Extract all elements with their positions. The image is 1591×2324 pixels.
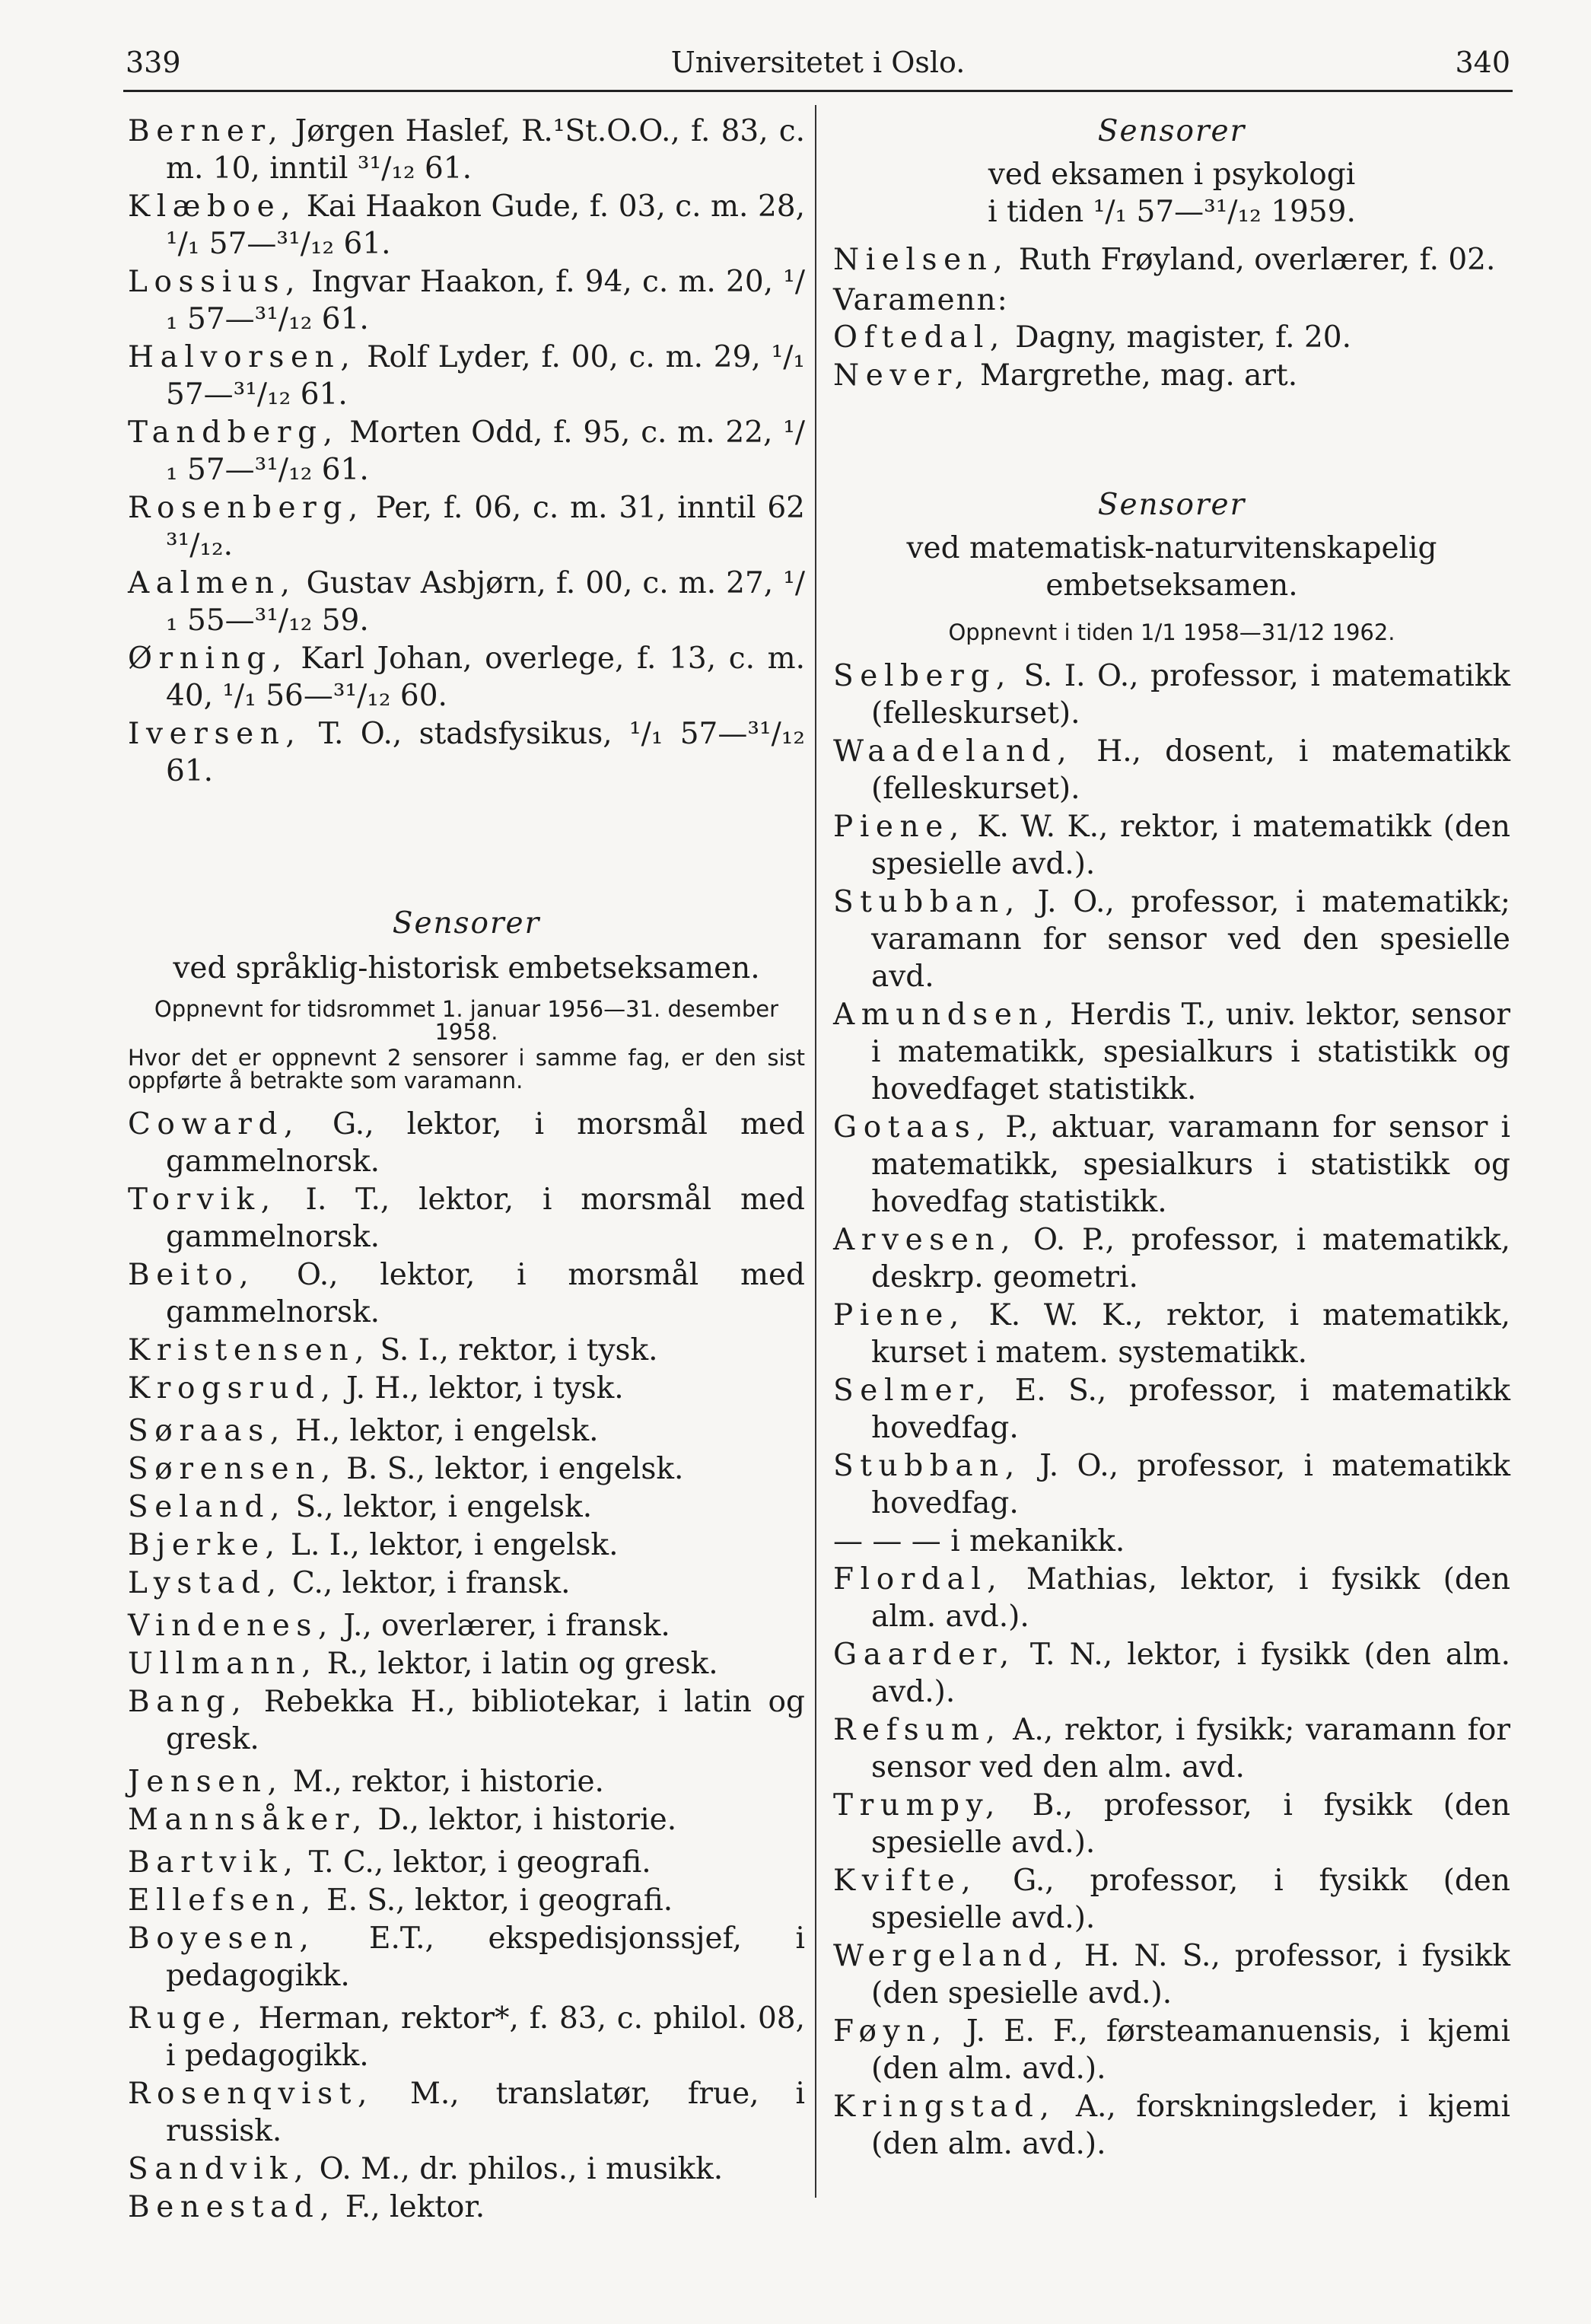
entry-surname: Waadeland, xyxy=(833,734,1074,769)
entry-details: J. E. F., førsteamanuensis, i kjemi (den alm. avd.). xyxy=(871,2014,1510,2086)
register-entry xyxy=(128,2189,805,2226)
register-entry xyxy=(833,1561,1510,1635)
entry-surname: Jensen, xyxy=(128,1765,284,1799)
entry-surname: Kringstad, xyxy=(833,2090,1056,2124)
register-entry xyxy=(833,1787,1510,1861)
entry-details: T. N., lektor, i fysikk (den alm. avd.). xyxy=(871,1638,1510,1709)
entry-surname: Gaarder, xyxy=(833,1638,1016,1672)
entry-surname: Refsum, xyxy=(833,1713,1002,1747)
entry-details: Karl Johan, overlege, f. 13, c. m. 40, ¹/₁ 56—³¹/₁₂ 60. xyxy=(166,641,805,713)
register-entry xyxy=(128,414,805,489)
register-entry xyxy=(833,1297,1510,1371)
entry-surname: Vindenes, xyxy=(128,1609,334,1643)
entry-details: F., lektor. xyxy=(336,2190,485,2224)
register-entry xyxy=(128,1450,805,1488)
page-header xyxy=(126,46,1510,85)
entry-details: K. W. K., rektor, i matematikk (den spesielle avd.). xyxy=(871,810,1510,881)
entry-surname: Tandberg, xyxy=(128,415,339,450)
section-subtitle: ved eksamen i psykologi xyxy=(988,158,1356,192)
entry-surname: Selmer, xyxy=(833,1374,993,1408)
entry-details: H., dosent, i matematikk (felleskurset). xyxy=(871,734,1510,806)
register-entry xyxy=(128,113,805,187)
left-column xyxy=(128,113,805,2227)
entry-details: Ruth Frøyland, overlærer, f. 02. xyxy=(1009,243,1496,277)
register-entry xyxy=(833,2088,1510,2163)
entry-surname: Rosenberg, xyxy=(128,491,364,525)
entry-surname: Seland, xyxy=(128,1490,287,1524)
register-entry xyxy=(833,996,1510,1108)
entry-details: O. M., dr. philos., i musikk. xyxy=(310,2152,724,2186)
entry-details: Gustav Asbjørn, f. 00, c. m. 27, ¹/₁ 55—³¹/₁₂ 59. xyxy=(166,566,805,638)
section-title: Sensorer xyxy=(1097,114,1246,148)
varamenn-label: Varamenn: xyxy=(833,283,1009,317)
entry-details: Margrethe, mag. art. xyxy=(970,358,1298,393)
page-number-left: 339 xyxy=(126,46,181,79)
entry-details: S. I., rektor, i tysk. xyxy=(371,1333,658,1367)
entry-details: Rebekka H., bibliotekar, i latin og gresk. xyxy=(166,1685,805,1756)
entry-details: G., professor, i fysikk (den spesielle avd.). xyxy=(871,1864,1510,1935)
entry-surname: Ellefsen, xyxy=(128,1883,317,1918)
entry-details: B. S., lektor, i engelsk. xyxy=(336,1452,684,1486)
entry-details: J. O., professor, i matematikk; varamann for sensor ved den spesielle avd. xyxy=(871,885,1510,994)
section-note: Hvor det er oppnevnt 2 sensorer i samme fag, er den sist oppførte å betrakte som varamann. xyxy=(128,1045,805,1094)
entry-details: Kai Haakon Gude, f. 03, c. m. 28, ¹/₁ 57—³¹/₁₂ 61. xyxy=(166,189,805,261)
entry-surname: Amundsen, xyxy=(833,998,1061,1032)
entry-surname: Bang, xyxy=(128,1685,248,1719)
entry-surname: Stubban, xyxy=(833,1449,1021,1483)
entry-surname: Flordal, xyxy=(833,1562,1004,1597)
register-entry xyxy=(128,263,805,338)
entry-details: O. P., professor, i matematikk, deskrp. geometri. xyxy=(871,1223,1510,1294)
entry-surname: Iversen, xyxy=(128,717,302,751)
register-entry xyxy=(128,1844,805,1881)
entry-details: H. N. S., professor, i fysikk (den spesielle avd.). xyxy=(871,1939,1510,2010)
entry-details: B., professor, i fysikk (den spesielle avd.). xyxy=(871,1788,1510,1860)
entry-details: I. T., lektor, i morsmål med gammelnorsk. xyxy=(166,1183,805,1254)
register-entry xyxy=(128,715,805,790)
appointed-period: Oppnevnt for tidsrommet 1. januar 1956—31. desember 1958. xyxy=(154,996,779,1045)
register-entry xyxy=(128,1527,805,1564)
register-entry xyxy=(128,1607,805,1644)
register-entry xyxy=(833,1447,1510,1522)
register-entry xyxy=(128,489,805,564)
register-entry xyxy=(128,1882,805,1919)
register-entry xyxy=(833,1862,1510,1937)
register-entry xyxy=(833,1711,1510,1786)
entry-surname: Beito, xyxy=(128,1258,256,1292)
entry-surname: Mannsåker, xyxy=(128,1803,368,1837)
page-number-right: 340 xyxy=(1455,46,1510,79)
entry-surname: Piene, xyxy=(833,810,966,844)
entry-surname: Rosenqvist, xyxy=(128,2077,374,2111)
entry-details: Per, f. 06, c. m. 31, inntil 62 ³¹/₁₂. xyxy=(166,491,805,562)
entry-surname: Oftedal, xyxy=(833,320,1006,355)
entry-details: Rolf Lyder, f. 00, c. m. 29, ¹/₁ 57—³¹/₁₂ 61. xyxy=(166,340,805,412)
right-entry-list-2 xyxy=(833,657,1510,1522)
entry-surname: Selberg, xyxy=(833,659,1012,693)
register-entry xyxy=(128,1332,805,1369)
section-title: Sensorer xyxy=(392,906,541,941)
entry-surname: Kvifte, xyxy=(833,1864,978,1898)
register-entry xyxy=(128,1920,805,1995)
section-subtitle: ved matematisk-naturvitenskapelig embetseksamen. xyxy=(906,531,1437,603)
register-entry xyxy=(833,357,1510,394)
register-entry xyxy=(128,1106,805,1180)
entry-details: Jørgen Haslef, R.¹St.O.O., f. 83, c. m. 10, inntil ³¹/₁₂ 61. xyxy=(166,114,805,186)
entry-details: J. H., lektor, i tysk. xyxy=(336,1371,624,1406)
entry-surname: Sørensen, xyxy=(128,1452,337,1486)
entry-surname: Ullmann, xyxy=(128,1647,318,1681)
entry-surname: Arvesen, xyxy=(833,1223,1017,1257)
register-entry xyxy=(128,565,805,639)
entry-details: L. I., lektor, i engelsk. xyxy=(281,1528,619,1562)
section-title: Sensorer xyxy=(1097,488,1246,522)
register-entry xyxy=(128,1488,805,1526)
entry-details: Morten Odd, f. 95, c. m. 22, ¹/₁ 57—³¹/₁₂ 61. xyxy=(166,415,805,487)
dash-line: — — — i mekanikk. xyxy=(833,1524,1125,1558)
entry-details: Dagny, magister, f. 20. xyxy=(1005,320,1351,355)
register-entry xyxy=(833,1372,1510,1447)
entry-surname: Ørning, xyxy=(128,641,288,676)
register-entry xyxy=(128,640,805,715)
entry-surname: Wergeland, xyxy=(833,1939,1070,1973)
entry-surname: Coward, xyxy=(128,1107,301,1141)
header-rule xyxy=(123,90,1513,92)
entry-details: M., translatør, frue, i russisk. xyxy=(166,2077,805,2148)
register-entry xyxy=(128,1645,805,1683)
running-title: Universitetet i Oslo. xyxy=(670,46,966,79)
entry-surname: Stubban, xyxy=(833,885,1021,919)
register-entry xyxy=(833,1221,1510,1296)
spacer xyxy=(833,395,1510,486)
right-column xyxy=(833,113,1510,2163)
section-subtitle: ved språklig-historisk embetseksamen. xyxy=(173,951,760,985)
register-entry xyxy=(128,1181,805,1256)
register-entry xyxy=(128,2075,805,2150)
entry-details: Herdis T., univ. lektor, sensor i matematikk, spesialkurs i statistikk og hovedfaget statistikk. xyxy=(871,998,1510,1106)
entry-surname: Bartvik, xyxy=(128,1845,300,1880)
entry-details: O., lektor, i morsmål med gammelnorsk. xyxy=(166,1258,805,1329)
spacer xyxy=(128,791,805,905)
entry-details: T. O., stadsfysikus, ¹/₁ 57—³¹/₁₂ 61. xyxy=(166,717,805,788)
register-entry xyxy=(128,188,805,263)
left-entry-list-2 xyxy=(128,1106,805,2226)
entry-surname: Krogsrud, xyxy=(128,1371,337,1406)
entry-details: J. O., professor, i matematikk hovedfag. xyxy=(871,1449,1510,1520)
register-entry xyxy=(833,2013,1510,2087)
register-entry xyxy=(128,1801,805,1839)
entry-surname: Sandvik, xyxy=(128,2152,310,2186)
entry-surname: Gotaas, xyxy=(833,1110,993,1144)
entry-surname: Trumpy, xyxy=(833,1788,1002,1823)
entry-surname: Føyn, xyxy=(833,2014,948,2049)
right-entry-list-1 xyxy=(833,241,1510,279)
entry-surname: Søraas, xyxy=(128,1414,286,1448)
entry-details: A., forskningsleder, i kjemi (den alm. avd.). xyxy=(871,2090,1510,2161)
entry-surname: Nielsen, xyxy=(833,243,1010,277)
entry-details: S. I. O., professor, i matematikk (felleskurset). xyxy=(871,659,1510,731)
entry-details: M., rektor, i historie. xyxy=(283,1765,604,1799)
entry-details: E. S., professor, i matematikk hovedfag. xyxy=(871,1374,1510,1445)
register-entry xyxy=(833,733,1510,807)
register-entry xyxy=(128,1256,805,1331)
register-entry xyxy=(128,2000,805,2074)
entry-surname: Bjerke, xyxy=(128,1528,282,1562)
register-entry xyxy=(833,241,1510,279)
register-entry xyxy=(833,808,1510,883)
register-entry xyxy=(833,1937,1510,2012)
column-divider xyxy=(815,105,816,2198)
entry-details: C., lektor, i fransk. xyxy=(282,1566,571,1600)
entry-details: H., lektor, i engelsk. xyxy=(285,1414,599,1448)
register-entry xyxy=(833,657,1510,732)
entry-surname: Berner, xyxy=(128,114,285,148)
entry-details: G., lektor, i morsmål med gammelnorsk. xyxy=(166,1107,805,1179)
register-entry xyxy=(833,883,1510,995)
right-entry-list-vara xyxy=(833,319,1510,394)
entry-details: Mathias, lektor, i fysikk (den alm. avd.). xyxy=(871,1562,1510,1634)
section-period: i tiden ¹/₁ 57—³¹/₁₂ 1959. xyxy=(988,195,1356,229)
entry-surname: Kristensen, xyxy=(128,1333,371,1367)
entry-details: D., lektor, i historie. xyxy=(368,1803,677,1837)
entry-surname: Ruge, xyxy=(128,2001,248,2036)
entry-surname: Torvik, xyxy=(128,1183,277,1217)
entry-surname: Piene, xyxy=(833,1298,966,1332)
register-entry xyxy=(128,339,805,413)
register-entry xyxy=(128,1763,805,1800)
entry-details: R., lektor, i latin og gresk. xyxy=(317,1647,718,1681)
entry-surname: Klæboe, xyxy=(128,189,298,224)
entry-surname: Lossius, xyxy=(128,265,302,299)
register-entry xyxy=(128,1412,805,1450)
entry-details: E. S., lektor, i geografi. xyxy=(317,1883,673,1918)
entry-details: A., rektor, i fysikk; varamann for sensor ved den alm. avd. xyxy=(871,1713,1510,1784)
entry-details: Herman, rektor*, f. 83, c. philol. 08, i pedagogikk. xyxy=(166,2001,805,2073)
right-entry-list-3 xyxy=(833,1561,1510,2163)
register-entry xyxy=(128,2150,805,2188)
register-entry xyxy=(833,319,1510,356)
appointed-period: Oppnevnt i tiden 1/1 1958—31/12 1962. xyxy=(948,619,1395,645)
entry-details: S., lektor, i engelsk. xyxy=(286,1490,593,1524)
entry-surname: Lystad, xyxy=(128,1566,283,1600)
entry-details: J., overlærer, i fransk. xyxy=(333,1609,670,1643)
entry-surname: Benestad, xyxy=(128,2190,336,2224)
entry-surname: Halvorsen, xyxy=(128,340,357,374)
register-entry xyxy=(128,1370,805,1407)
entry-details: P., aktuar, varamann for sensor i matematikk, spesialkurs i statistikk og hovedfag statistikk. xyxy=(871,1110,1510,1219)
entry-surname: Aalmen, xyxy=(128,566,297,600)
register-entry xyxy=(833,1636,1510,1711)
entry-details: E.T., ekspedisjonssjef, i pedagogikk. xyxy=(166,1921,805,1993)
entry-details: K. W. K., rektor, i matematikk, kurset i matem. systematikk. xyxy=(871,1298,1510,1370)
register-entry xyxy=(128,1565,805,1602)
register-entry xyxy=(833,1109,1510,1221)
entry-surname: Never, xyxy=(833,358,971,393)
entry-surname: Boyesen, xyxy=(128,1921,316,1956)
register-entry xyxy=(128,1683,805,1758)
entry-details: Ingvar Haakon, f. 94, c. m. 20, ¹/₁ 57—³¹/₁₂ 61. xyxy=(166,265,805,336)
left-entry-list-1 xyxy=(128,113,805,790)
entry-details: T. C., lektor, i geografi. xyxy=(299,1845,651,1880)
